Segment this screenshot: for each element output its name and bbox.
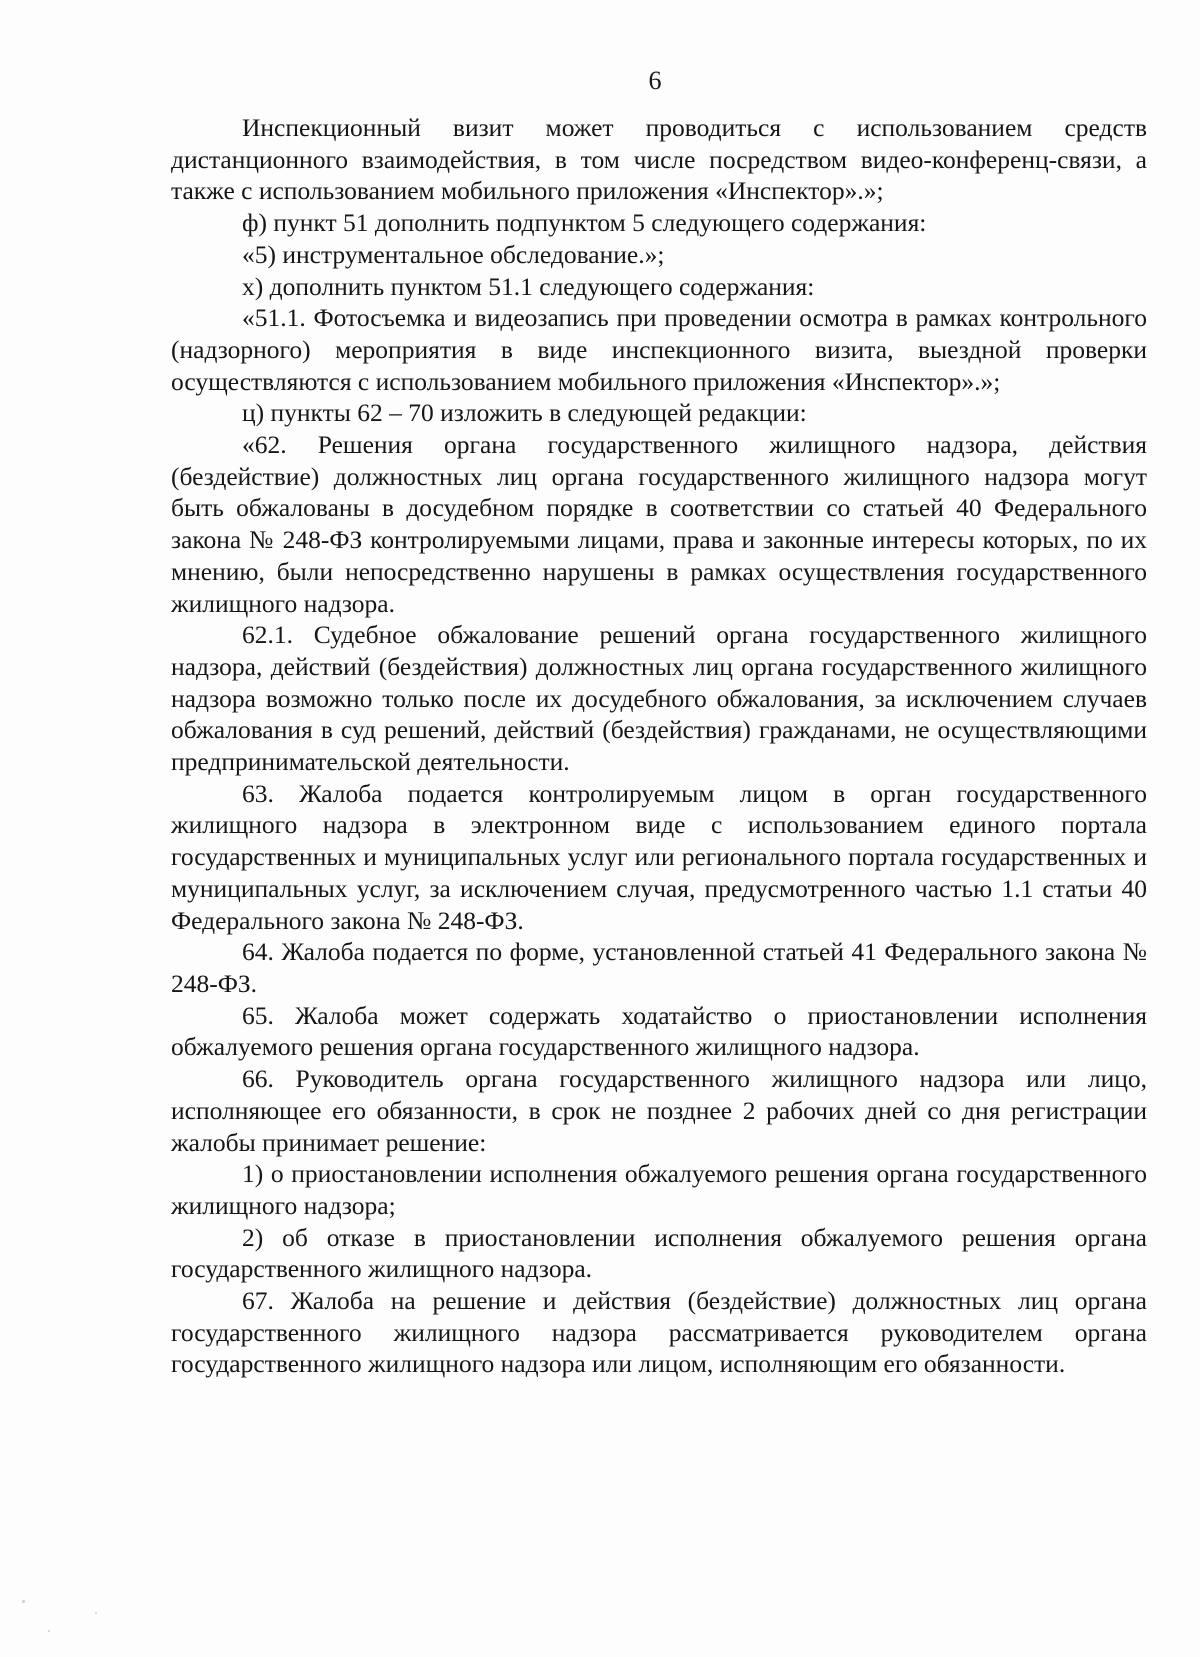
paragraph-51-1: «51.1. Фотосъемка и видеозапись при проведении осмотра в рамках контрольного (надзорного) мероприятия в виде инспекционного визита, выездной проверки осуществляются с использованием мобильного приложения «Инспектор».»;: [171, 303, 1147, 396]
paragraph-62-1: 62.1. Судебное обжалование решений органа государственного жилищного надзора, действий (бездействия) должностных лиц органа государственного жилищного надзора возможно только после их досудебного обжалования, за исключением случаев обжалования в суд решений, действий (бездействия) гражданами, не осуществляющими предпринимательской деятельности.: [171, 620, 1147, 777]
paragraph-inspection-visit: Инспекционный визит может проводиться с использованием средств дистанционного взаимодействия, в том числе посредством видео-конференц-связи, а также с использованием мобильного приложения «Инспектор».»;: [171, 113, 1147, 206]
paragraph-62: «62. Решения органа государственного жилищного надзора, действия (бездействие) должностных лиц органа государственного жилищного надзора могут быть обжалованы в досудебном порядке в соответствии со статьей 40 Федерального закона № 248-ФЗ контролируемыми лицами, права и законные интересы которых, по их мнению, были непосредственно нарушены в рамках осуществления государственного жилищного надзора.: [171, 430, 1147, 618]
scan-speck: [95, 1612, 97, 1614]
paragraph-63: 63. Жалоба подается контролируемым лицом в орган государственного жилищного надзора в электронном виде с использованием единого портала государственных и муниципальных услуг или регионального портала государственных и муниципальных услуг, за исключением случая, предусмотренного частью 1.1 статьи 40 Федерального закона № 248-ФЗ.: [171, 778, 1147, 935]
scan-speck: [22, 1600, 25, 1603]
paragraph-66-option-1: 1) о приостановлении исполнения обжалуемого решения органа государственного жилищного надзора;: [171, 1159, 1147, 1220]
paragraph-67: 67. Жалоба на решение и действия (бездействие) должностных лиц органа государственного жилищного надзора рассматривается руководителем органа государственного жилищного надзора или лицом, исполняющим его обязанности.: [171, 1286, 1147, 1379]
paragraph-item-ts: ц) пункты 62 – 70 изложить в следующей редакции:: [242, 398, 807, 428]
paragraph-66: 66. Руководитель органа государственного жилищного надзора или лицо, исполняющее его обязанности, в срок не позднее 2 рабочих дней со дня регистрации жалобы принимает решение:: [171, 1064, 1147, 1157]
scan-speck: [48, 1630, 50, 1632]
paragraph-item-kh: х) дополнить пунктом 51.1 следующего содержания:: [242, 271, 815, 301]
page-number: 6: [648, 66, 662, 95]
document-body: [171, 112, 1147, 1380]
paragraph-64: 64. Жалоба подается по форме, установленной статьей 41 Федерального закона № 248-ФЗ.: [171, 937, 1147, 998]
paragraph-item-f: ф) пункт 51 дополнить подпунктом 5 следующего содержания:: [242, 208, 927, 238]
paragraph-subitem-5: «5) инструментальное обследование.»;: [242, 239, 665, 269]
paragraph-65: 65. Жалоба может содержать ходатайство о приостановлении исполнения обжалуемого решения органа государственного жилищного надзора.: [171, 1000, 1147, 1062]
paragraph-66-option-2: 2) об отказе в приостановлении исполнения обжалуемого решения органа государственного жилищного надзора.: [171, 1222, 1147, 1284]
